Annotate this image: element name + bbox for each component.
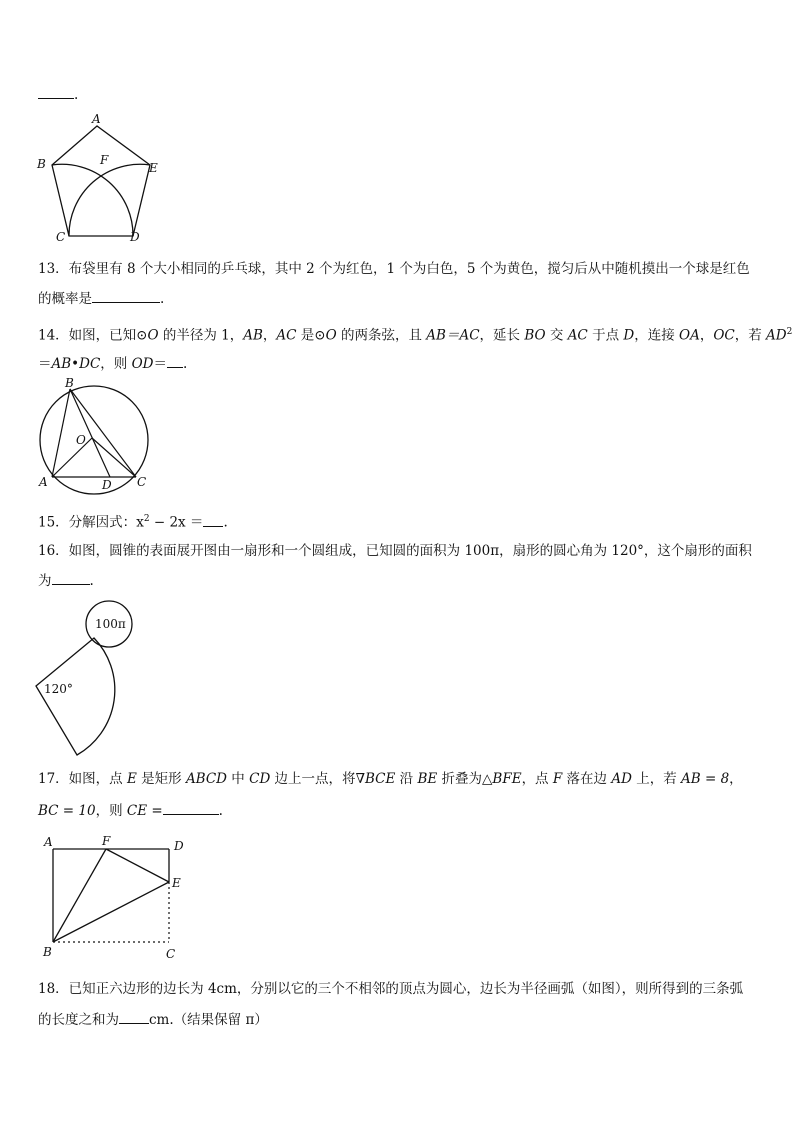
label-d: D — [130, 230, 140, 244]
label-b: B — [37, 157, 46, 171]
label-b: B — [43, 945, 52, 959]
text: 中 — [227, 771, 250, 787]
segment-oa — [52, 438, 92, 477]
label-d: D — [174, 839, 184, 853]
q13-line1: 13．布袋里有 8 个大小相同的乒乓球，其中 2 个为红色，1 个为白色，5 个为黄色，搅匀后从中随机摸出一个球是红色 — [38, 261, 750, 277]
text: ， — [729, 771, 743, 787]
answer-blank — [52, 572, 90, 585]
var-ab-8: AB = 8 — [681, 771, 730, 787]
var-ad: AD — [611, 771, 632, 787]
text: 是⊙ — [296, 327, 326, 344]
var-e: E — [126, 771, 137, 787]
var-eq: AB＝AC — [426, 327, 480, 344]
text: 为 — [38, 573, 52, 589]
q18-line2 — [38, 1011, 268, 1029]
expr: x — [136, 514, 144, 531]
text: 的两条弦，且 — [336, 327, 427, 344]
pentagon-outline — [52, 126, 150, 236]
text: 交 — [545, 327, 568, 344]
var-bfe: △BFE — [482, 771, 522, 787]
q16-line1: 16．如图，圆锥的表面展开图由一扇形和一个圆组成，已知圆的面积为 100π，扇形的圆心角为 120°，这个扇形的面积 — [38, 543, 752, 559]
superscript: 2 — [143, 514, 150, 524]
arc-from-e — [69, 164, 150, 236]
var-cd: CD — [249, 771, 271, 787]
figure-cone-net — [30, 598, 150, 758]
var-o: O — [147, 327, 159, 344]
text: 14．如图，已知⊙ — [38, 327, 148, 344]
sector — [36, 638, 115, 755]
var-bo: BO — [524, 327, 546, 344]
q16-line2 — [38, 572, 94, 590]
text: . — [89, 573, 94, 589]
var-ac: AC — [276, 327, 297, 344]
label-d: D — [102, 478, 112, 492]
angle-label: 120° — [44, 682, 73, 696]
text: ， — [699, 327, 714, 344]
text: 上，若 — [631, 771, 681, 787]
superscript: 2 — [786, 327, 793, 337]
text: ，则 — [100, 356, 132, 372]
circle-area-label: 100π — [95, 617, 126, 631]
answer-blank — [119, 1011, 149, 1024]
var-ac: AC — [567, 327, 588, 344]
label-c: C — [166, 947, 176, 961]
text: 15．分解因式： — [38, 514, 137, 531]
text: . — [223, 514, 228, 531]
figure-circle — [30, 376, 155, 496]
text: 边上一点，将 — [270, 771, 356, 787]
text: ＝ — [38, 356, 52, 372]
label-c: C — [56, 230, 66, 244]
text: ，点 — [521, 771, 553, 787]
text: ， — [262, 327, 277, 344]
var-bce: ∇BCE — [355, 771, 396, 787]
var-f: F — [552, 771, 563, 787]
segment-fe — [106, 849, 169, 882]
figure-pentagon — [30, 112, 170, 247]
q13-line2 — [38, 290, 164, 308]
text: cm.（结果保留 π） — [149, 1012, 268, 1028]
text: 的长度之和为 — [38, 1012, 119, 1028]
text: 的半径为 1， — [158, 327, 244, 344]
answer-blank — [92, 290, 160, 303]
answer-blank — [38, 86, 74, 99]
q12-period: . — [74, 87, 79, 103]
label-a: A — [44, 835, 53, 849]
text: ，则 — [95, 803, 127, 819]
text: 17．如图，点 — [38, 771, 127, 787]
text: 是矩形 — [136, 771, 186, 787]
text: ＝ — [153, 356, 167, 372]
var-ce: CE = — [126, 803, 163, 819]
var-ab: AB — [243, 327, 263, 344]
var-abcd: ABCD — [185, 771, 228, 787]
q13-prefix: 的概率是 — [38, 291, 92, 307]
q14-line2 — [38, 355, 187, 373]
q12-answer-line — [38, 86, 78, 104]
text: 折叠为 — [437, 771, 483, 787]
var-d: D — [623, 327, 635, 344]
var-be: BE — [417, 771, 438, 787]
var-oc: OC — [713, 327, 735, 344]
text: ，若 — [734, 327, 767, 344]
label-a: A — [92, 112, 101, 126]
label-f: F — [102, 834, 111, 848]
q17-line2 — [38, 802, 223, 820]
label-a: A — [39, 475, 48, 489]
var-ab-dc: AB•DC — [51, 356, 101, 372]
label-o: O — [76, 433, 86, 447]
var-od: OD — [131, 356, 154, 372]
label-e: E — [149, 161, 158, 175]
text: 落在边 — [562, 771, 612, 787]
text: 沿 — [395, 771, 418, 787]
label-b: B — [65, 376, 74, 390]
label-e: E — [172, 876, 181, 890]
answer-blank — [203, 514, 223, 527]
text: ，延长 — [479, 327, 525, 344]
figure-rectangle — [30, 832, 200, 962]
text: 于点 — [587, 327, 624, 344]
q13-suffix: . — [160, 291, 165, 307]
segment-oc — [92, 438, 136, 477]
q18-line1: 18．已知正六边形的边长为 4cm，分别以它的三个不相邻的顶点为圆心，边长为半径画弧（如图），则所得到的三条弧 — [38, 981, 744, 997]
var-ad: AD — [766, 327, 787, 344]
q17-line1 — [38, 770, 743, 788]
answer-blank — [167, 355, 183, 368]
expr: − 2x ＝ — [149, 514, 204, 531]
label-c: C — [137, 475, 147, 489]
q15-line — [38, 510, 228, 532]
q14-line1 — [38, 323, 792, 345]
label-f: F — [100, 153, 109, 167]
text: ，连接 — [634, 327, 679, 344]
var-o: O — [325, 327, 337, 344]
text: . — [218, 803, 223, 819]
var-oa: OA — [679, 327, 700, 344]
answer-blank — [163, 802, 219, 815]
text: . — [183, 356, 188, 372]
arc-from-b — [52, 164, 133, 236]
var-bc-10: BC = 10 — [38, 803, 96, 819]
